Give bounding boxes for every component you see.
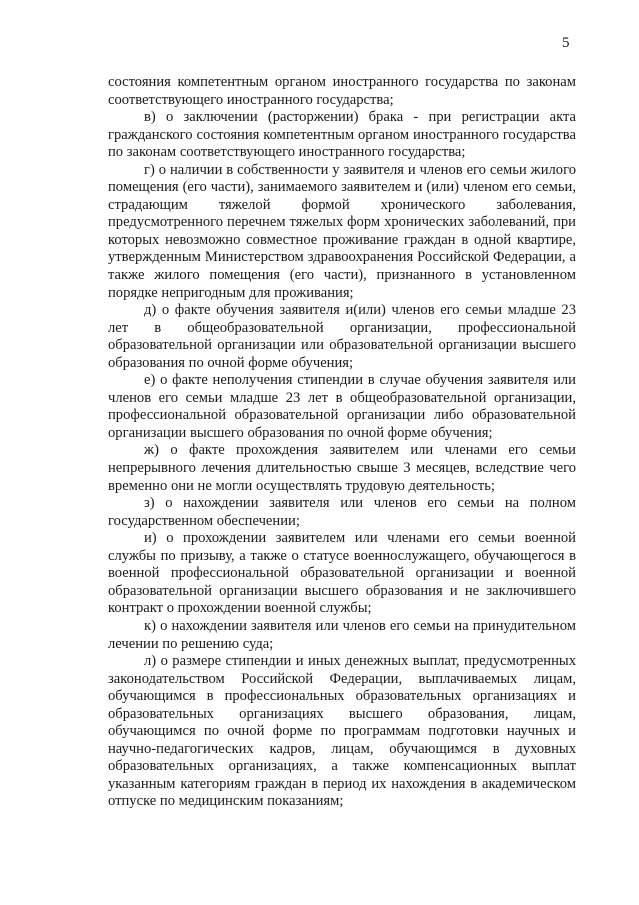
document-body: [108, 74, 576, 811]
page-number: 5: [562, 35, 570, 51]
paragraph-item-d: д) о факте обучения заявителя и(или) членов его семьи младше 23 лет в общеобразовательной организации, профессиональной образовательной организации или образовательной организации высшего образования по очной форме обучения;: [108, 302, 576, 371]
paragraph-item-g: г) о наличии в собственности у заявителя и членов его семьи жилого помещения (его части), занимаемого заявителем и (или) членом его семьи, страдающим тяжелой формой хронического заболевания, предусмотренного перечнем тяжелых форм хронических заболеваний, при которых невозможно совместное проживание граждан в одной квартире, утвержденным Министерством здравоохранения Российской Федерации, а также жилого помещения (его части), признанного в установленном порядке непригодным для проживания;: [108, 161, 576, 301]
paragraph-item-e: е) о факте неполучения стипендии в случае обучения заявителя или членов его семьи младше 23 лет в общеобразовательной организации, профессиональной образовательной организации либо образовательной организации высшего образования по очной форме обучения;: [108, 372, 576, 441]
paragraph-item-v: в) о заключении (расторжении) брака - при регистрации акта гражданского состояния компетентным органом иностранного государства по законам соответствующего иностранного государства;: [108, 109, 576, 161]
paragraph-continuation: состояния компетентным органом иностранного государства по законам соответствующего иностранного государства;: [108, 74, 576, 108]
paragraph-item-l: л) о размере стипендии и иных денежных выплат, предусмотренных законодательством Российской Федерации, выплачиваемых лицам, обучающимся в профессиональных образовательных организациях и образовательных организациях высшего образования, лицам, обучающимся по очной форме по программам подготовки научных и научно-педагогических кадров, лицам, обучающимся в духовных образовательных организациях, а также компенсационных выплат указанным категориям граждан в период их нахождения в академическом отпуске по медицинским показаниям;: [108, 653, 576, 810]
paragraph-item-zh: ж) о факте прохождения заявителем или членами его семьи непрерывного лечения длительностью свыше 3 месяцев, вследствие чего временно они не могли осуществлять трудовую деятельность;: [108, 442, 576, 494]
paragraph-item-k: к) о нахождении заявителя или членов его семьи на принудительном лечении по решению суда;: [108, 617, 576, 652]
paragraph-item-z: з) о нахождении заявителя или членов его семьи на полном государственном обеспечении;: [108, 495, 576, 529]
paragraph-item-i: и) о прохождении заявителем или членами его семьи военной службы по призыву, а также о статусе военнослужащего, обучающегося в военной профессиональной образовательной организации и военной образовательной организации высшего образования и не заключившего контракт о прохождении военной службы;: [108, 530, 576, 617]
